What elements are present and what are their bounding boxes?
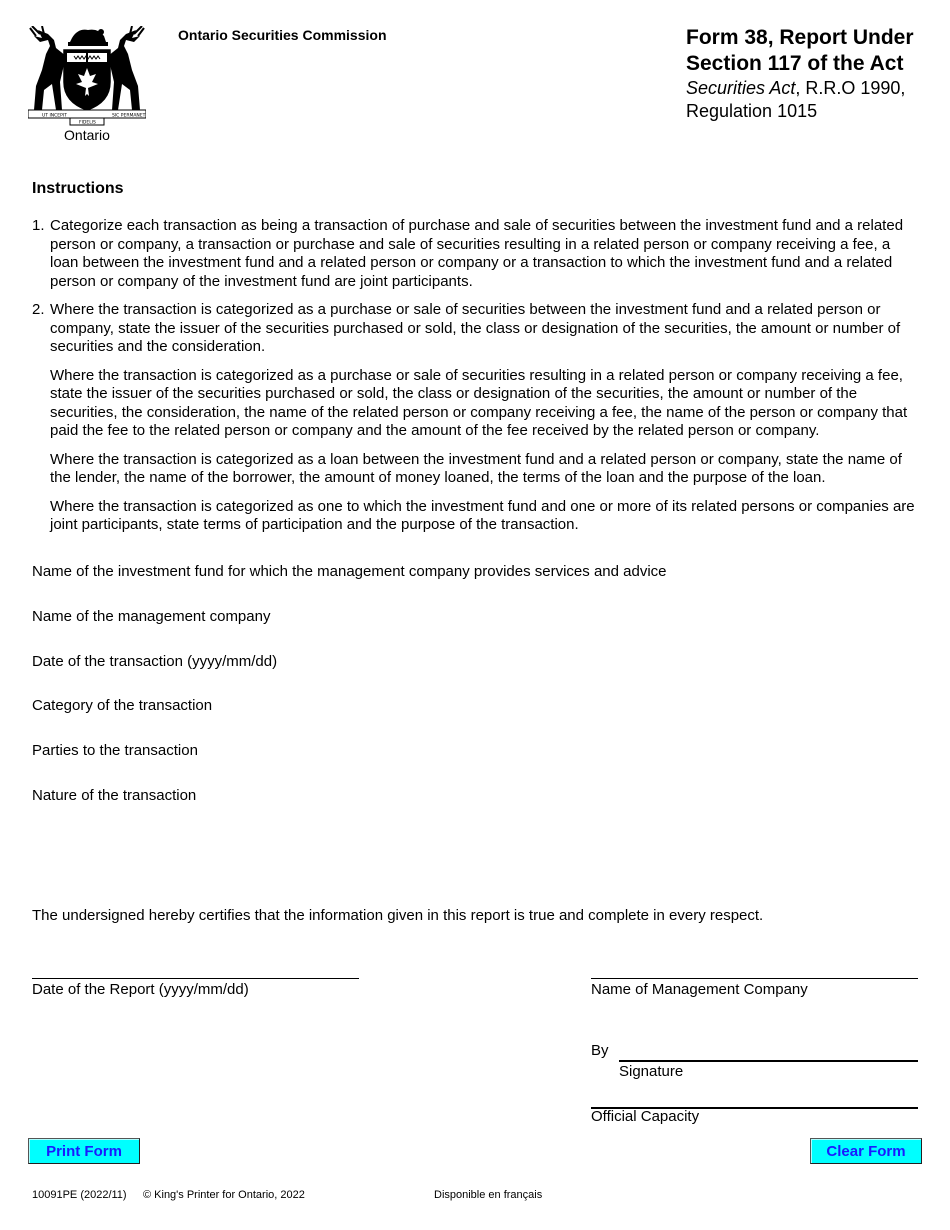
act-ref: , R.R.O 1990,: [795, 78, 906, 98]
instruction-number: 1.: [32, 217, 45, 234]
ontario-coat-of-arms-logo: [28, 26, 146, 144]
regulation: Regulation 1015: [686, 101, 818, 121]
official-capacity-label: Official Capacity: [591, 1108, 700, 1125]
coat-of-arms-icon: [28, 26, 146, 126]
instruction-item-1: [32, 217, 917, 291]
clear-form-button[interactable]: Clear Form: [810, 1138, 922, 1164]
instruction-paragraph: Where the transaction is categorized as a purchase or sale of securities between the investment fund and a related person or company, state the issuer of the securities purchased or sold, the class or designation of the securities, the amount or number of securities and the consideration.: [50, 301, 901, 355]
form-title-line2: Section 117 of the Act: [686, 52, 904, 75]
nature-label: Nature of the transaction: [32, 787, 197, 804]
act-reference: [686, 77, 936, 100]
act-name: Securities Act: [686, 78, 796, 98]
signature-line[interactable]: [619, 1060, 918, 1062]
report-date-label: Date of the Report (yyyy/mm/dd): [32, 981, 249, 998]
management-company-label: Name of the management company: [32, 608, 271, 625]
logo-motto-left: UT INCEPIT: [42, 113, 67, 119]
copyright: © King's Printer for Ontario, 2022: [143, 1189, 305, 1201]
logo-motto-center: FIDELIS: [79, 120, 96, 126]
mgmt-company-line[interactable]: [591, 978, 918, 979]
form-title-line1: Form 38, Report Under: [686, 26, 914, 49]
category-label: Category of the transaction: [32, 697, 213, 714]
instruction-paragraph: Where the transaction is categorized as a purchase or sale of securities resulting in a related person or company receiving a fee, state the issuer of the securities purchased or sold, the class or designation of the securities, the amount or number of the securities, the consideration, the name of the related person or company receiving a fee, the name of the person or company that paid the fee to the related person or company and the amount of the fee received by the related person or company.: [50, 366, 908, 439]
french-version-note: Disponible en français: [434, 1189, 543, 1201]
logo-motto-right: SIC PERMANET: [112, 113, 146, 119]
mgmt-company-label: Name of Management Company: [591, 981, 808, 998]
fund-name-label: Name of the investment fund for which the management company provides services and advice: [32, 563, 667, 580]
agency-name: Ontario Securities Commission: [178, 27, 387, 43]
print-form-button[interactable]: Print Form: [28, 1138, 140, 1164]
signature-label: Signature: [619, 1063, 684, 1080]
certification-statement: The undersigned hereby certifies that the information given in this report is true and complete in every respect.: [32, 907, 764, 924]
parties-label: Parties to the transaction: [32, 742, 198, 759]
logo-caption: Ontario: [64, 127, 110, 143]
instruction-item-2: [32, 301, 917, 535]
instruction-number: 2.: [32, 301, 45, 318]
instruction-paragraph: Where the transaction is categorized as a loan between the investment fund and a related person or company, state the name of the lender, the name of the borrower, the amount of money loaned, the terms of the loan and the purpose of the loan.: [50, 450, 902, 486]
form-number: 10091PE (2022/11): [32, 1189, 127, 1201]
transaction-date-label: Date of the transaction (yyyy/mm/dd): [32, 653, 278, 670]
instructions-list: [32, 217, 917, 535]
report-date-line[interactable]: [32, 978, 359, 979]
instruction-paragraph: Categorize each transaction as being a transaction of purchase and sale of securities between the investment fund and a related person or company, a transaction or purchase and sale of securities resulting in a related person or company receiving a fee, a loan between the investment fund and a related person or company or a transaction to which the investment fund and a related person or company of the investment fund are joint participants.: [50, 217, 904, 290]
form-title-block: [686, 25, 936, 123]
instructions-heading: Instructions: [32, 180, 124, 197]
by-label: By: [591, 1042, 609, 1059]
instruction-paragraph: Where the transaction is categorized as one to which the investment fund and one or more of its related persons or companies are joint participants, state terms of participation and the purpose of the transaction.: [50, 497, 915, 533]
